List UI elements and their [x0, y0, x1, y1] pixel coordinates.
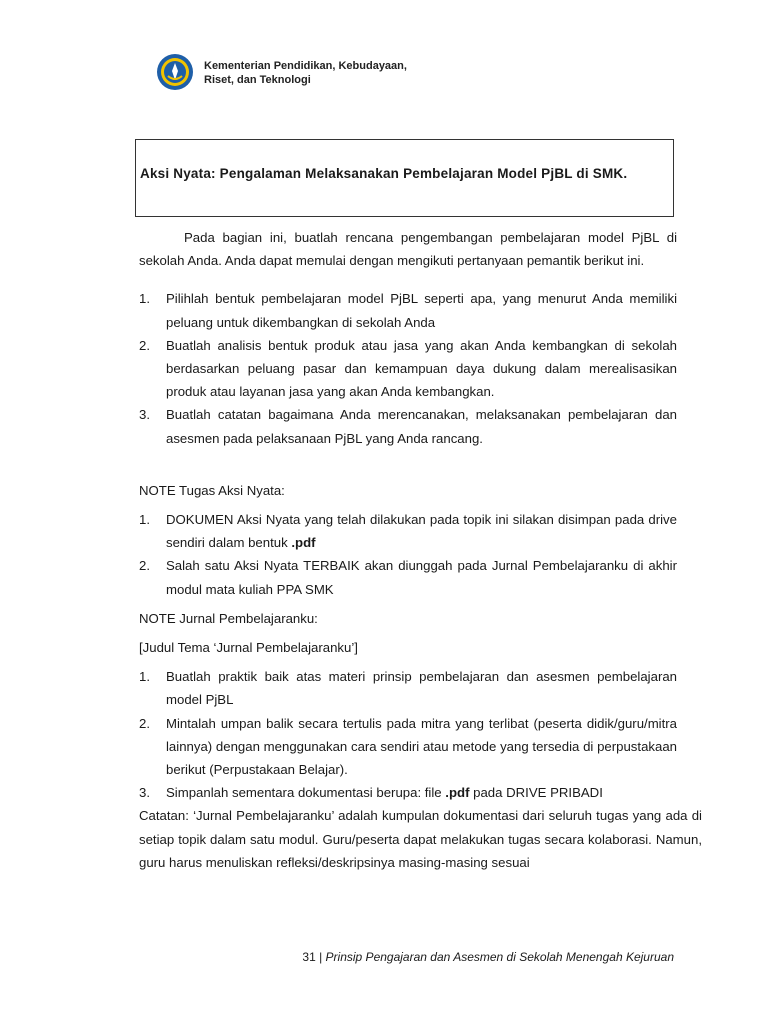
- list-item: 1. DOKUMEN Aksi Nyata yang telah dilakukan pada topik ini silakan disimpan pada drive sendiri dalam bentuk .pdf: [139, 512, 677, 551]
- note-jurnal-list: [139, 665, 677, 804]
- book-title: Prinsip Pengajaran dan Asesmen di Sekolah Menengah Kejuruan: [325, 950, 674, 964]
- question-list: [139, 287, 677, 449]
- page-number: 31: [302, 950, 316, 964]
- note-jurnal-subheading: [Judul Tema ‘Jurnal Pembelajaranku’]: [139, 640, 358, 656]
- list-item: 2. Buatlah analisis bentuk produk atau jasa yang akan Anda kembangkan di sekolah berdasarkan peluang pasar dan kemampuan daya dukung dalam merealisasikan produk atau layanan jasa yang akan Anda kembangkan.: [139, 337, 677, 400]
- list-item: 2. Salah satu Aksi Nyata TERBAIK akan diunggah pada Jurnal Pembelajaranku di akhir modul mata kuliah PPA SMK: [139, 558, 677, 597]
- list-item: 1. Buatlah praktik baik atas materi prinsip pembelajaran dan asesmen pembelajaran model PjBL: [139, 669, 677, 708]
- main-content: [139, 226, 702, 874]
- intro-paragraph: Pada bagian ini, buatlah rencana pengembangan pembelajaran model PjBL di sekolah Anda. Anda dapat memulai dengan mengikuti pertanyaan pemantik berikut ini.: [139, 230, 677, 269]
- ministry-name: [204, 59, 407, 87]
- page-header: [150, 48, 440, 98]
- note-jurnal-heading: NOTE Jurnal Pembelajaranku:: [139, 610, 318, 626]
- ministry-line-1: Kementerian Pendidikan, Kebudayaan,: [204, 60, 407, 72]
- catatan-paragraph: Catatan: ‘Jurnal Pembelajaranku’ adalah kumpulan dokumentasi dari seluruh tugas yang ada di setiap topik dalam satu modul. Guru/peserta dapat melakukan tugas secara kolaborasi. Namun, guru harus menuliskan refleksi/deskripsinya masing-masing sesuai: [139, 808, 702, 870]
- ministry-line-2: Riset, dan Teknologi: [204, 74, 311, 86]
- list-item: 1. Pilihlah bentuk pembelajaran model PjBL seperti apa, yang menurut Anda memiliki peluang untuk dikembangkan di sekolah Anda: [139, 291, 677, 330]
- footer-separator: |: [315, 950, 326, 964]
- note-tugas-heading: NOTE Tugas Aksi Nyata:: [139, 482, 285, 498]
- title-box: [135, 139, 674, 217]
- list-item: 2. Mintalah umpan balik secara tertulis pada mitra yang terlibat (peserta didik/guru/mitra lainnya) dengan menggunakan cara sendiri atau metode yang tersedia di perpustakaan berikut (Perpustakaan Belajar).: [139, 715, 677, 778]
- page-footer: [302, 950, 674, 964]
- list-item: 3. Buatlah catatan bagaimana Anda merencanakan, melaksanakan pembelajaran dan asesmen pada pelaksanaan PjBL yang Anda rancang.: [139, 407, 677, 446]
- section-title: Aksi Nyata: Pengalaman Melaksanakan Pembelajaran Model PjBL di SMK.: [140, 166, 628, 181]
- note-tugas-list: [139, 508, 677, 601]
- ministry-logo-icon: [154, 52, 196, 92]
- list-item: 3. Simpanlah sementara dokumentasi berupa: file .pdf pada DRIVE PRIBADI: [139, 785, 603, 801]
